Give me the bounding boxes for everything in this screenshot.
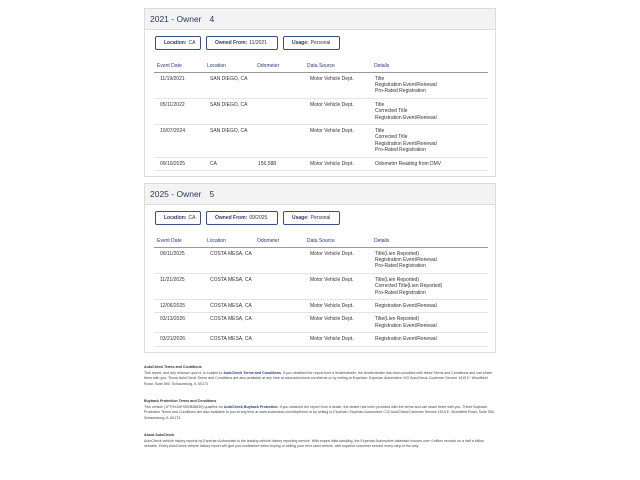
event-odometer [254, 299, 304, 312]
about-autocheck-title: About AutoCheck [144, 433, 175, 437]
event-odometer [254, 333, 304, 346]
event-date: 10/07/2024 [154, 124, 204, 157]
col-details: Details [371, 235, 488, 247]
col-event-date: Event Date [154, 60, 204, 72]
event-details: Title(Lien Reported) Registration Event/Renewal [371, 313, 488, 333]
event-odometer [254, 72, 304, 98]
event-date: 11/21/2025 [154, 273, 204, 299]
event-odometer [254, 313, 304, 333]
event-odometer: 156,588 [254, 157, 304, 170]
event-source: Motor Vehicle Dept. [304, 247, 371, 273]
event-details: Title(Lien Reported) Corrected Title(Lien Reported) Pro-Rated Registration [371, 273, 488, 299]
event-location: COSTA MESA, CA [204, 299, 254, 312]
owner-5-owned-from-chip: Owned From: 09/2025 [206, 211, 278, 225]
about-autocheck [144, 433, 496, 450]
col-data-source: Data Source [304, 60, 371, 72]
event-location: SAN DIEGO, CA [204, 98, 254, 124]
event-source: Motor Vehicle Dept. [304, 299, 371, 312]
col-event-date: Event Date [154, 235, 204, 247]
owner-5-usage-chip: Usage: Personal [283, 211, 340, 225]
owner-4-header [145, 9, 495, 30]
event-date: 12/06/2025 [154, 299, 204, 312]
event-location: SAN DIEGO, CA [204, 124, 254, 157]
event-details: Registration Event/Renewal [371, 333, 488, 346]
owner-4-events-table [154, 60, 488, 171]
autocheck-terms-title: AutoCheck Terms and Conditions [144, 365, 202, 369]
event-date: 05/11/2022 [154, 98, 204, 124]
event-source: Motor Vehicle Dept. [304, 98, 371, 124]
table-row [154, 72, 488, 98]
owner-5-header [145, 184, 495, 205]
col-odometer: Odometer [254, 60, 304, 72]
buyback-protection-link[interactable]: AutoCheck Buyback Protection. [223, 404, 279, 409]
owner-4-title: 2021 - Owner [150, 14, 202, 24]
event-odometer [254, 273, 304, 299]
table-row [154, 313, 488, 333]
event-date: 03/21/2026 [154, 333, 204, 346]
col-data-source: Data Source [304, 235, 371, 247]
event-location: COSTA MESA, CA [204, 333, 254, 346]
event-source: Motor Vehicle Dept. [304, 313, 371, 333]
owner-4-table-header [154, 60, 488, 72]
table-row [154, 273, 488, 299]
event-source: Motor Vehicle Dept. [304, 72, 371, 98]
table-row [154, 157, 488, 170]
event-source: Motor Vehicle Dept. [304, 157, 371, 170]
owner-5-table-header [154, 235, 488, 247]
table-row [154, 299, 488, 312]
table-row [154, 247, 488, 273]
event-date: 09/11/2025 [154, 247, 204, 273]
event-source: Motor Vehicle Dept. [304, 273, 371, 299]
event-details: Title Corrected Title Registration Event/Renewal [371, 98, 488, 124]
event-odometer [254, 247, 304, 273]
col-location: Location [204, 60, 254, 72]
owner-5-title: 2025 - Owner [150, 189, 202, 199]
owner-5-number: 5 [209, 189, 215, 199]
event-location: COSTA MESA, CA [204, 247, 254, 273]
event-source: Motor Vehicle Dept. [304, 333, 371, 346]
event-odometer [254, 124, 304, 157]
buyback-terms [144, 399, 496, 421]
event-date: 09/10/2025 [154, 157, 204, 170]
event-details: Odometer Reading from DMV [371, 157, 488, 170]
owner-4-card [144, 8, 496, 177]
col-odometer: Odometer [254, 235, 304, 247]
autocheck-terms-link[interactable]: AutoCheck Terms and Conditions [223, 370, 281, 375]
event-date: 03/13/2026 [154, 313, 204, 333]
owner-5-events-table [154, 235, 488, 347]
event-details: Title Corrected Title Registration Event/Renewal Pro-Rated Registration [371, 124, 488, 157]
event-location: CA [204, 157, 254, 170]
event-location: COSTA MESA, CA [204, 313, 254, 333]
col-location: Location [204, 235, 254, 247]
table-row [154, 124, 488, 157]
event-odometer [254, 98, 304, 124]
owner-5-card [144, 183, 496, 353]
buyback-terms-title: Buyback Protection Terms and Conditions [144, 399, 217, 403]
owner-4-owned-from-chip: Owned From: 11/2021 [206, 36, 278, 50]
owner-4-number: 4 [209, 14, 215, 24]
owner-4-location-chip: Location: CA [155, 36, 201, 50]
event-details: Registration Event/Renewal [371, 299, 488, 312]
event-location: COSTA MESA, CA [204, 273, 254, 299]
table-row [154, 333, 488, 346]
autocheck-terms-text: This report, and any reliance upon it, is subject to AutoCheck Terms and Conditions. If you obtained the report from a lender/dealer, the lender/dealer has been provided with these Terms and Conditions and can share them with you. These AutoCheck Terms and Conditions are also available at any time at www.autocheck.com/terms or by writing to Experian: Experian Automotive C/O AutoCheck Customer Service 1515 E. Woodfield Road, Suite 550, Schaumburg, IL 60173 [144, 370, 493, 386]
event-details: Title(Lien Reported) Registration Event/Renewal Pro-Rated Registration [371, 247, 488, 273]
event-location: SAN DIEGO, CA [204, 72, 254, 98]
event-details: Title Registration Event/Renewal Pro-Rated Registration [371, 72, 488, 98]
buyback-terms-text: This vehicle (1FTHX26F9GKB88639) qualifies for AutoCheck Buyback Protection. If you obtained the report from a dealer, the dealer has been provided with the terms and can share them with you. These Buyback Protection Terms and Conditions are also available to you at any time at www.autocheck.com/bbpterms or by writing to Experian: Experian Automotive C/O AutoCheckCustomer Service 1515 E. Woodfield Road, Suite 550, Schaumburg, IL 60173. [144, 404, 495, 420]
event-date: 11/19/2021 [154, 72, 204, 98]
autocheck-terms [144, 365, 496, 387]
owner-5-location-chip: Location: CA [155, 211, 201, 225]
col-details: Details [371, 60, 488, 72]
owner-4-usage-chip: Usage: Personal [283, 36, 340, 50]
about-autocheck-text: AutoCheck vehicle history reports by Experian Automotive is the leading vehicle history reporting service. With expert data handling, the Experian Automotive database houses over 4 billion records on a half a billion vehicles. Every AutoCheck vehicle history report will give you confidence when buying or selling your next used vehicle, with superior customer service every step of the way. [144, 438, 484, 449]
event-source: Motor Vehicle Dept. [304, 124, 371, 157]
table-row [154, 98, 488, 124]
